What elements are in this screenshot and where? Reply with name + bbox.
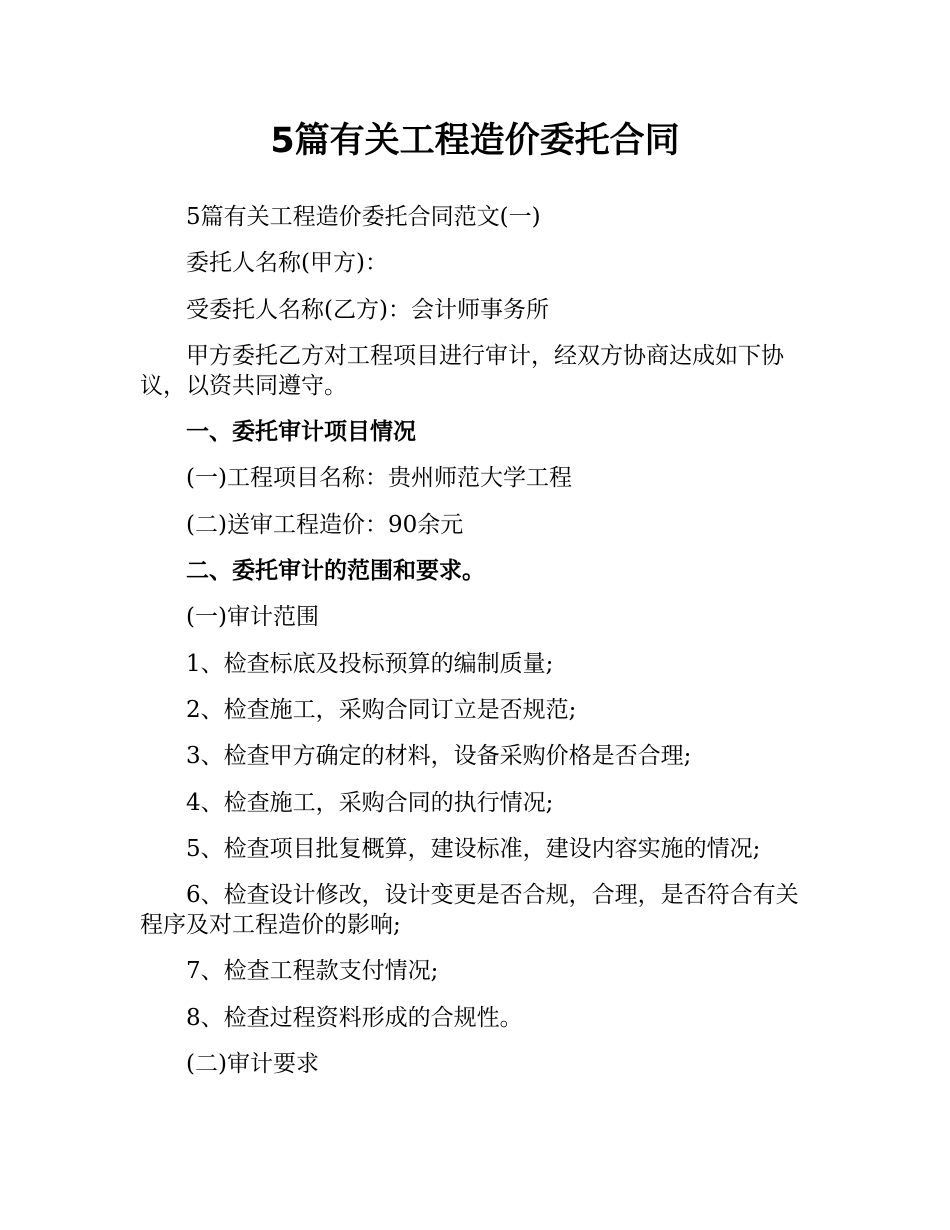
- document-title: 5篇有关工程造价委托合同: [270, 121, 680, 161]
- paragraph: 甲方委托乙方对工程项目进行审计，经双方协商达成如下协议，以资共同遵守。: [140, 342, 784, 399]
- paragraph: (二)审计要求: [186, 1051, 319, 1078]
- section-heading: 一、委托审计项目情况: [186, 419, 416, 446]
- list-item: 1、检查标底及投标预算的编制质量;: [186, 650, 554, 677]
- document-body: [140, 202, 812, 1095]
- paragraph: (一)工程项目名称：贵州师范大学工程: [186, 465, 572, 492]
- list-item: 5、检查项目批复概算，建设标准，建设内容实施的情况;: [186, 835, 761, 862]
- section-heading: 二、委托审计的范围和要求。: [186, 558, 485, 585]
- paragraph: 5篇有关工程造价委托合同范文(一): [186, 204, 541, 230]
- list-item: 4、检查施工，采购合同的执行情况;: [186, 789, 554, 816]
- paragraph: (一)审计范围: [186, 604, 319, 631]
- list-item: 8、检查过程资料形成的合规性。: [186, 1004, 523, 1031]
- paragraph: 受委托人名称(乙方)：会计师事务所: [186, 296, 549, 323]
- paragraph: (二)送审工程造价：90余元: [186, 511, 464, 538]
- list-item: 7、检查工程款支付情况;: [186, 958, 439, 985]
- list-item: 6、检查设计修改，设计变更是否合规，合理，是否符合有关程序及对工程造价的影响;: [140, 882, 799, 939]
- list-item: 2、检查施工，采购合同订立是否规范;: [186, 696, 577, 723]
- list-item: 3、检查甲方确定的材料，设备采购价格是否合理;: [186, 743, 692, 770]
- paragraph: 委托人名称(甲方)：: [186, 250, 388, 277]
